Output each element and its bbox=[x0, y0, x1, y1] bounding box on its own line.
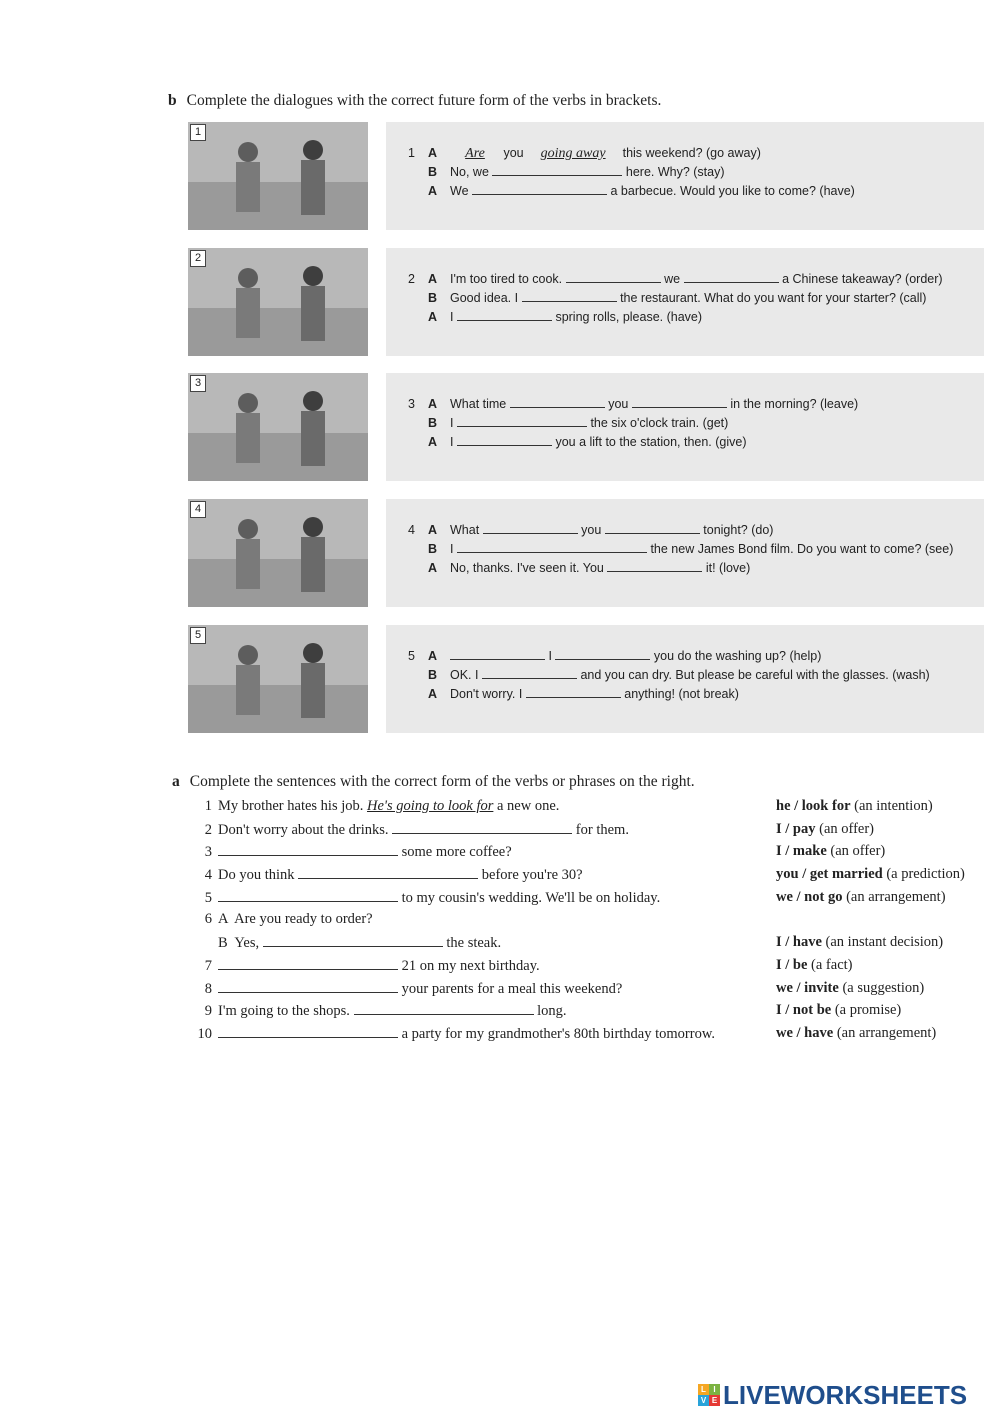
speaker-label: A bbox=[428, 397, 438, 411]
speaker-label: B bbox=[428, 291, 438, 305]
verb-cue bbox=[776, 798, 933, 815]
sentence-number: 4 bbox=[204, 867, 212, 884]
dialogue-text bbox=[408, 395, 858, 452]
speaker-label: A bbox=[428, 523, 438, 537]
verb-cue-phrase: we / have bbox=[776, 1024, 834, 1041]
verb-cue-note: (a fact) bbox=[807, 956, 853, 973]
dialogue-text-part: Good idea. I bbox=[450, 291, 522, 305]
dialogue-text-part: I bbox=[548, 649, 556, 663]
sentence-before: My brother hates his job. bbox=[218, 798, 368, 814]
photo-number-label: 2 bbox=[190, 250, 206, 267]
sentence-item bbox=[182, 889, 992, 912]
dialogue-text-part: I bbox=[450, 542, 457, 556]
dialogue-line bbox=[408, 270, 943, 289]
sentence-after: a new one. bbox=[493, 798, 560, 814]
dialogue-number: 4 bbox=[408, 523, 415, 537]
dialogue-text bbox=[408, 521, 953, 578]
speaker-label: A bbox=[428, 687, 438, 701]
sentence-after: long. bbox=[533, 1003, 567, 1020]
verb-cue bbox=[776, 1002, 901, 1019]
answer-blank[interactable] bbox=[457, 433, 552, 446]
dialogue-text-part: What bbox=[450, 523, 483, 537]
dialogue-photo bbox=[188, 122, 368, 230]
dialogue-text-part: spring rolls, please. (have) bbox=[555, 310, 703, 324]
verb-cue-phrase: we / invite bbox=[776, 979, 839, 996]
dialogue-number: 3 bbox=[408, 397, 415, 411]
verb-cue bbox=[776, 821, 874, 838]
answer-blank[interactable] bbox=[218, 889, 398, 902]
logo-icon-cell: V bbox=[698, 1395, 709, 1406]
logo-icon-cell: I bbox=[709, 1384, 720, 1395]
dialogue-text-part: No, thanks. I've seen it. You bbox=[450, 561, 608, 575]
verb-cue-note: (a prediction) bbox=[882, 866, 965, 883]
answer-blank[interactable] bbox=[526, 685, 621, 698]
sentence-after: for them. bbox=[572, 821, 629, 838]
answer-blank[interactable] bbox=[632, 395, 727, 408]
dialogue-text-part: tonight? (do) bbox=[703, 523, 774, 537]
sentence-item bbox=[182, 934, 992, 957]
speaker-label: A bbox=[428, 435, 438, 449]
dialogue-line bbox=[408, 414, 858, 433]
dialogue-text-part: What time bbox=[450, 397, 510, 411]
answer-blank[interactable] bbox=[218, 980, 398, 993]
dialogue-text-part: I bbox=[450, 416, 457, 430]
section-b-instruction bbox=[168, 92, 661, 110]
answer-blank[interactable] bbox=[298, 866, 478, 879]
answer-blank[interactable] bbox=[522, 289, 617, 302]
answer-blank[interactable] bbox=[483, 521, 578, 534]
dialogue-text-part: OK. I bbox=[450, 668, 482, 682]
sentence-item bbox=[182, 980, 992, 1003]
dialogue-text-part: and you can dry. But please be careful with the glasses. (wash) bbox=[580, 668, 930, 682]
liveworksheets-logo-text: LIVEWORKSHEETS bbox=[723, 1379, 968, 1410]
verb-cue bbox=[776, 843, 885, 860]
dialogue-line bbox=[408, 521, 953, 540]
speaker-label: A bbox=[428, 561, 438, 575]
verb-cue-phrase: we / not go bbox=[776, 888, 843, 905]
photo-number-label: 1 bbox=[190, 124, 206, 141]
section-a-instruction-text: Complete the sentences with the correct form of the verbs or phrases on the right. bbox=[189, 773, 695, 790]
dialogue-line bbox=[408, 540, 953, 559]
dialogue-text bbox=[408, 647, 930, 704]
answer-blank[interactable] bbox=[218, 1025, 398, 1038]
sentence-before: Do you think bbox=[218, 867, 299, 884]
photo-scene bbox=[188, 122, 368, 230]
verb-cue-phrase: you / get married bbox=[776, 866, 883, 883]
photo-scene bbox=[188, 248, 368, 356]
dialogue-text-part: the six o'clock train. (get) bbox=[590, 416, 729, 430]
dialogue-photo bbox=[188, 248, 368, 356]
verb-cue bbox=[776, 934, 943, 951]
dialogue-line bbox=[408, 433, 858, 452]
sentence-after: 21 on my next birthday. bbox=[398, 957, 540, 974]
verb-cue bbox=[776, 980, 924, 997]
verb-cue-phrase: I / make bbox=[776, 843, 827, 860]
verb-cue-phrase: I / be bbox=[776, 956, 808, 973]
section-a-instruction bbox=[172, 773, 695, 791]
answer-example: Are bbox=[465, 146, 485, 161]
dialogue-photo bbox=[188, 373, 368, 481]
photo-number-label: 3 bbox=[190, 375, 206, 392]
verb-cue-note: (an offer) bbox=[815, 820, 875, 837]
speaker-label: A bbox=[428, 272, 438, 286]
verb-cue-phrase: I / pay bbox=[776, 820, 816, 837]
dialogue-text-part: here. Why? (stay) bbox=[625, 165, 725, 179]
sentence-number: 10 bbox=[197, 1025, 212, 1042]
answer-blank[interactable] bbox=[607, 559, 702, 572]
dialogue-number: 1 bbox=[408, 146, 415, 160]
sentence-number: 6 bbox=[204, 911, 212, 928]
verb-cue-note: (a promise) bbox=[831, 1002, 902, 1019]
answer-blank[interactable] bbox=[218, 957, 398, 970]
verb-cue-note: (an instant decision) bbox=[821, 934, 944, 951]
speaker-label: A bbox=[428, 184, 438, 198]
sentence-item bbox=[182, 866, 992, 889]
sentence-number: 7 bbox=[204, 957, 212, 974]
verb-cue-phrase: he / look for bbox=[776, 798, 851, 814]
answer-blank[interactable] bbox=[354, 1002, 534, 1015]
dialogue-line bbox=[408, 308, 943, 327]
sentence-number: 1 bbox=[204, 798, 212, 814]
dialogue-text-part: we bbox=[664, 272, 684, 286]
photo-number-label: 5 bbox=[190, 627, 206, 644]
liveworksheets-logo bbox=[698, 1381, 967, 1409]
dialogue-text-part: you do the washing up? (help) bbox=[653, 649, 822, 663]
verb-cue bbox=[776, 866, 965, 883]
dialogue-text-part: I'm too tired to cook. bbox=[450, 272, 566, 286]
sentence-item bbox=[182, 1002, 992, 1025]
speaker-label: A bbox=[428, 649, 438, 663]
dialogue-text-part: I bbox=[450, 310, 457, 324]
speaker-label: A bbox=[428, 310, 438, 324]
dialogue-text-part: We bbox=[450, 184, 472, 198]
sentence-after: the steak. bbox=[442, 935, 502, 952]
dialogue-text-part: No, we bbox=[450, 165, 493, 179]
sentence-number: 2 bbox=[204, 821, 212, 838]
dialogue-number: 5 bbox=[408, 649, 415, 663]
answer-blank[interactable] bbox=[263, 934, 443, 947]
dialogue-line bbox=[408, 144, 855, 163]
dialogue-text-part: you bbox=[608, 397, 632, 411]
photo-number-label: 4 bbox=[190, 501, 206, 518]
logo-icon-cell: L bbox=[698, 1384, 709, 1395]
sentence-before: A Are you ready to order? bbox=[218, 911, 373, 928]
dialogue-text-part: the restaurant. What do you want for your starter? (call) bbox=[620, 291, 927, 305]
dialogue-line bbox=[408, 395, 858, 414]
verb-cue-note: (an arrangement) bbox=[842, 888, 946, 905]
speaker-label: B bbox=[428, 542, 438, 556]
dialogue-text-part: a barbecue. Would you like to come? (have) bbox=[610, 184, 855, 198]
dialogue-text-part: this weekend? (go away) bbox=[622, 146, 761, 160]
dialogue-line bbox=[408, 559, 953, 578]
answer-blank[interactable] bbox=[472, 182, 607, 195]
verb-cue bbox=[776, 889, 946, 906]
sentence-item bbox=[182, 798, 992, 821]
dialogue-text bbox=[408, 144, 855, 201]
sentence-before: Don't worry about the drinks. bbox=[218, 821, 393, 838]
verb-cue bbox=[776, 1025, 936, 1042]
dialogue-text-part: a Chinese takeaway? (order) bbox=[782, 272, 943, 286]
answer-blank[interactable] bbox=[218, 843, 398, 856]
dialogue-text-part: the new James Bond film. Do you want to come? (see) bbox=[650, 542, 954, 556]
sentence-after: a party for my grandmother's 80th birthday tomorrow. bbox=[398, 1025, 715, 1042]
answer-example: He's going to look for bbox=[367, 798, 494, 814]
sentence-number: 3 bbox=[204, 844, 212, 861]
speaker-label: B bbox=[428, 416, 438, 430]
sentence-after: some more coffee? bbox=[398, 844, 512, 861]
dialogue-line bbox=[408, 182, 855, 201]
dialogue-text-part: it! (love) bbox=[705, 561, 751, 575]
photo-scene bbox=[188, 499, 368, 607]
verb-cue-phrase: I / not be bbox=[776, 1002, 832, 1019]
verb-cue bbox=[776, 957, 853, 974]
sentence-item bbox=[182, 843, 992, 866]
dialogue-text-part: you bbox=[581, 523, 605, 537]
answer-blank[interactable] bbox=[566, 270, 661, 283]
sentence-after: before you're 30? bbox=[478, 867, 583, 884]
answer-blank[interactable] bbox=[555, 647, 650, 660]
verb-cue-note: (an intention) bbox=[850, 798, 933, 814]
dialogue-line bbox=[408, 647, 930, 666]
sentence-number: 5 bbox=[204, 889, 212, 906]
verb-cue-note: (an offer) bbox=[826, 843, 886, 860]
photo-scene bbox=[188, 373, 368, 481]
dialogue-text-part: anything! (not break) bbox=[624, 687, 739, 701]
dialogue-number: 2 bbox=[408, 272, 415, 286]
photo-scene bbox=[188, 625, 368, 733]
dialogue-photo bbox=[188, 625, 368, 733]
speaker-label: B bbox=[428, 165, 438, 179]
answer-blank[interactable] bbox=[605, 521, 700, 534]
dialogue-line bbox=[408, 289, 943, 308]
sentence-item bbox=[182, 1025, 992, 1048]
sentence-before: I'm going to the shops. bbox=[218, 1003, 354, 1020]
sentence-after: to my cousin's wedding. We'll be on holiday. bbox=[398, 889, 661, 906]
dialogue-line bbox=[408, 685, 930, 704]
answer-blank[interactable] bbox=[492, 163, 622, 176]
answer-blank[interactable] bbox=[482, 666, 577, 679]
answer-blank[interactable] bbox=[392, 821, 572, 834]
section-a-letter: a bbox=[172, 773, 180, 790]
sentence-number: 8 bbox=[204, 980, 212, 997]
answer-blank[interactable] bbox=[457, 308, 552, 321]
answer-example: going away bbox=[540, 146, 606, 161]
answer-blank[interactable] bbox=[450, 647, 545, 660]
answer-blank[interactable] bbox=[684, 270, 779, 283]
dialogue-photo bbox=[188, 499, 368, 607]
sentence-number: 9 bbox=[204, 1003, 212, 1020]
sentence-item bbox=[182, 957, 992, 980]
sentence-item bbox=[182, 821, 992, 844]
sentence-item bbox=[182, 911, 992, 934]
sentence-after: your parents for a meal this weekend? bbox=[398, 980, 623, 997]
dialogue-text-part: in the morning? (leave) bbox=[730, 397, 859, 411]
answer-blank[interactable] bbox=[457, 414, 587, 427]
verb-cue-note: (an arrangement) bbox=[833, 1024, 937, 1041]
verb-cue-phrase: I / have bbox=[776, 934, 822, 951]
dialogue-text-part: Don't worry. I bbox=[450, 687, 526, 701]
dialogue-line bbox=[408, 666, 930, 685]
dialogue-text-part: you a lift to the station, then. (give) bbox=[555, 435, 747, 449]
logo-icon-cell: E bbox=[709, 1395, 720, 1406]
sentence-list bbox=[182, 798, 992, 1048]
dialogue-text bbox=[408, 270, 943, 327]
section-b-letter: b bbox=[168, 92, 177, 109]
liveworksheets-logo-icon bbox=[698, 1384, 720, 1406]
answer-blank[interactable] bbox=[510, 395, 605, 408]
verb-cue-note: (a suggestion) bbox=[838, 979, 925, 996]
speaker-label: A bbox=[428, 146, 438, 160]
dialogue-text-part: you bbox=[503, 146, 528, 160]
sentence-before: B Yes, bbox=[218, 935, 263, 952]
speaker-label: B bbox=[428, 668, 438, 682]
answer-blank[interactable] bbox=[457, 540, 647, 553]
dialogue-line bbox=[408, 163, 855, 182]
dialogue-text-part: I bbox=[450, 435, 457, 449]
section-b-instruction-text: Complete the dialogues with the correct future form of the verbs in brackets. bbox=[186, 92, 662, 109]
